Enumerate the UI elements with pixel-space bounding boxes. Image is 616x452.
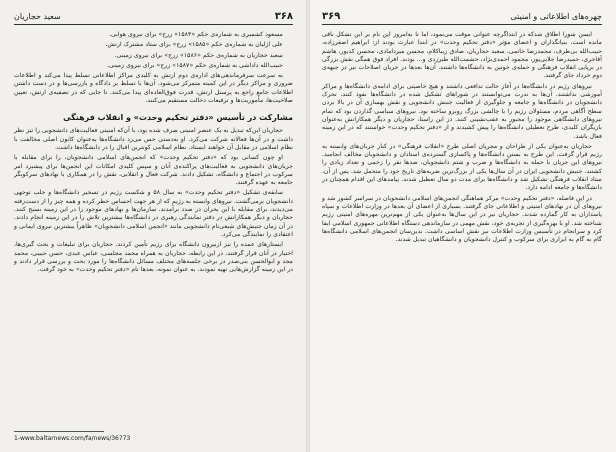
right-page-body (322, 31, 602, 244)
paragraph: حبیب‌الله داداشی به شماره‌ی حکم «۱۵۸۷» زرج» برای نیروی زمینی. (106, 61, 283, 69)
paragraph: حجاریان این‌که تبدیل به یک عنصر امنیتی صرف شده بود، با آن‌که امنیتی فعالیت‌های دانشجویی را تیز نظر داشت و در آن‌ها فعالانه شرکت می‌کرد. او به‌دستی حس می‌زد دانشگاه‌ها به‌عنوان کانون اصلی مخالفت با نظام اسلامی در مقابل آن خواهند ایستاد. نظام اسلامی کونترین اقبال را در دانشگاه‌ها داشت. (14, 127, 293, 151)
page-number: ۳۶۹ (322, 10, 341, 22)
paragraph: در این فاصله، «دفتر تحکیم وحدت» مرکز هماهنگی انجمن‌های اسلامی دانشجویان در سراسر کشور شد و نیروهای آن در نهادهای امنیتی و اطلاعاتی جای گرفتند. بسیاری از اعضای آن بعدها در وزارت اطلاعات و سپاه پاسداران به کار گمارده شدند. حجاریان نیز در این سال‌ها به‌عنوان یکی از مهم‌ترین مهره‌های امنیتی رژیم شناخته شد. او با بهره‌گیری از تجربه‌ی خود، نقش مهمی در سازماندهی دستگاه اطلاعاتی جمهوری اسلامی ایفا کرد و سرانجام در تأسیس وزارت اطلاعات نیز نقش اساسی داشت. بدین‌سان انجمن‌های اسلامی دانشگاه‌ها گام به گام به ابزاری برای سرکوب و کنترل دانشجویان و دانشگاهیان تبدیل شدند. (322, 194, 602, 244)
paragraph: مسعود کشمیری به شماره‌ی حکم «۱۵۸۴» زرج» برای نیروی هوایی. (109, 31, 283, 38)
paragraph: ایسن شورا اطلاق شدکه در ابتداگرچه عنوانی موقت می‌نمود، اما تا به‌امروز این نام بر این تشکل باقی مانده است. بنیانگذاران و اعضای مؤثر «دفتر تحکیم وحدت» در ابتدا عبارت بودند از: ابراهیم اصغرزاده، حبیب‌الله بی‌طرف، محمدرضا خاتمی، سعید حجاریان، صادق زیباکلام، محسن میردامادی، محسن کدیور، هاشم آقاجری، حمیدرضا جلایی‌پور، محمود احمدی‌نژاد، حشمت‌الله طبرزدی و... بودند. افراد فوق همگی نقش بزرگی در برپایی انقلاب فرهنگی و حمله‌ی خونین به دانشگاه‌ها داشتند. آن‌ها بعدها در جریان اصلاحات نیز در جبهه‌ی دوم خرداد جای گرفتند. (322, 31, 602, 80)
paragraph: به سرعت سرفرماندهی‌های اداره‌ی دوم ارتش به کلیدی مراکز اطلاعاتی تسلط پیدا می‌کند و اطلاعات ضروری و مراکز دیگر در این کمیته متمرکز می‌شود. آن‌ها با تسلط بر دادگاه و بازرسی‌ها و در دست داشتن اطلاعات جامع راجع به پرسنل ارتش، قدرت فوق‌العاده‌ای پیدا می‌کنند. تا جایی که در تصفیه‌ی ارتش، تعیین صلاحیت‌ها، مأموریت‌ها و ترفیعات دخالت مستقیم می‌کنند. (14, 72, 293, 105)
header-rule (14, 24, 293, 25)
paragraph: او چون کسانی بود که «دفتر تحکیم وحدت» که انجمن‌های اسلامی دانشجویان، را برای مقابله با جریان‌های دانشجویی به فعالیت‌های پراکنده‌ی آنان و سپس کلیدی امکانات این انجمن‌ها برای پیشبرد امر سرکوب در اجتماع و دانشگاه، تشکیل دادند. شرکت فعال و انقلابی، نقش را در همکاری با نهادهای سرکوبگر جامعه به عهده گرفتند. (14, 154, 293, 187)
section-heading: مشارکت در تأسیس «دفتر تحکیم وحدت» و انقلاب فرهنگی (63, 113, 293, 123)
header-rule (322, 24, 602, 25)
right-page (308, 0, 616, 452)
left-page-header (14, 10, 293, 22)
footnote: 1-www.baltarnews.com/fa/news/36773 (14, 435, 131, 442)
running-head: چهره‌های اطلاعاتی و امنیتی (510, 11, 602, 21)
page-number: ۳۶۸ (274, 10, 293, 22)
book-gutter (306, 0, 310, 452)
paragraph: علی اژلیان به شماره‌ی حکم «۱۵۸۵» زرج» برای ستاد مشترک ارتش. (105, 41, 283, 49)
left-page-body (14, 31, 293, 274)
paragraph: ایستارهای عمده را نیز ازبیرون دانشگاه برای رژیم تأمین کردند. حجاریان برای تبلیغات و بحث گیری‌ها، اختیار در آنان قرار گرفتند. در این رابطه، حجاریان به همراه محمد مجلسی، عباس عبدی، حسن حبیبی، محمد مجد و ابوالحسن بنی‌صدر در برخی جلسه‌های مختلف مسائل دانشگاه‌ها را مورد بحث و بررسی قرار دادند و در این زمینه گزارش‌هایی تهیه نمودند. به عنوان نمونه، بعدها نام «دفتر تحکیم وحدت» به خود گرفت. (14, 241, 293, 274)
paragraph: حجاریان به‌عنوان یکی از طراحان و مجریان اصلی طرح «انقلاب فرهنگی» در کنار جریان‌های وابسته به رژیم قرار گرفت. این طرح به بستن دانشگاه‌ها و پاکسازی گسترده‌ی استادان و دانشجویان مخالف انجامید. نیروهای این جریان با حمله به دانشگاه‌ها و ضرب و شتم دانشجویان، صدها نفر را زخمی و تعداد زیادی را کشتند. جنبش دانشجویی ایران در آن سال‌ها یکی از بزرگ‌ترین ضربه‌های تاریخ خود را متحمل شد. پس از آن، ستاد انقلاب فرهنگی تشکیل شد و دانشگاه‌ها برای مدت دو سال تعطیل شدند. پیامدهای این اقدام همچنان در دانشگاه‌ها و جامعه ادامه دارد. (322, 142, 602, 192)
right-page-header (322, 10, 602, 22)
paragraph: سابقه‌ی تشکیل «دفتر تحکیم وحدت» به سال ۵۸ و شکست رژیم در تسخیر دانشگاه‌ها و جلب توجهی دانشجویان برمی‌گشت. نیروهای وابسته به رژیم که از هر جهت احساس خطر کرده و همه چیز را از دست‌رفته می‌دیدند، برای مقابله با این بحران در صدد برآمدند. سازمان‌ها و نهادهای موجود را در این زمینه بسیج کنند. حجاریان و دیگر همکارانش در دفتر نمایندگی رهبری در دانشگاه‌ها بیشترین تلاش را در این زمینه انجام دادند. در آن زمان جنبش‌های شیعی‌نام دانشجویی مانند «انجمن اسلامی دانشجویان» ظاهراً بیشترین نیروی ایمانی و اعتقادی را نمایندگی می‌کرد. (14, 189, 293, 238)
paragraph: سعید حجاریان به شماره‌ی حکم «۱۵۸۶» زرج» برای نیروی زمینی. (114, 51, 283, 59)
running-head: سعید حجاریان (14, 11, 61, 21)
footnote-rule (14, 431, 104, 432)
paragraph: نیروهای رژیم در دانشگاه‌ها در آغاز حالت تدافعی داشتند و هیچ خاصیتی برای ادامه‌ی دانشگاه‌ها و مراکز آموزشی نداشتند. آن‌ها به ندرت می‌توانستند در شوراهای تشکیل شده در دانشگاه‌ها نفوذ کنند. تحرک دانشجویان در دانشگاه‌ها و جامعه و جلوگیری از فعالیت جنبش دانشجویی و نقش بهسازی آن در بالا بردن سطح آگاهی مردم، مسئولان رژیم را یا چالشی بزرگ روبرو ساخته بود. نیروهای سیاسی گذاردن بود که تمام نیروهای دانشگاهی موجود را مجبور به عقب‌نشینی کنند. در این راستا، حجاریان و دیگر همکارانش به‌عنوان بازیگران کلیدی، طرح تعطیلی دانشگاه‌ها را پیش کشیدند و از «دفتر تحکیم وحدت» خواستند که در این زمینه فعال باشد. (322, 82, 602, 140)
